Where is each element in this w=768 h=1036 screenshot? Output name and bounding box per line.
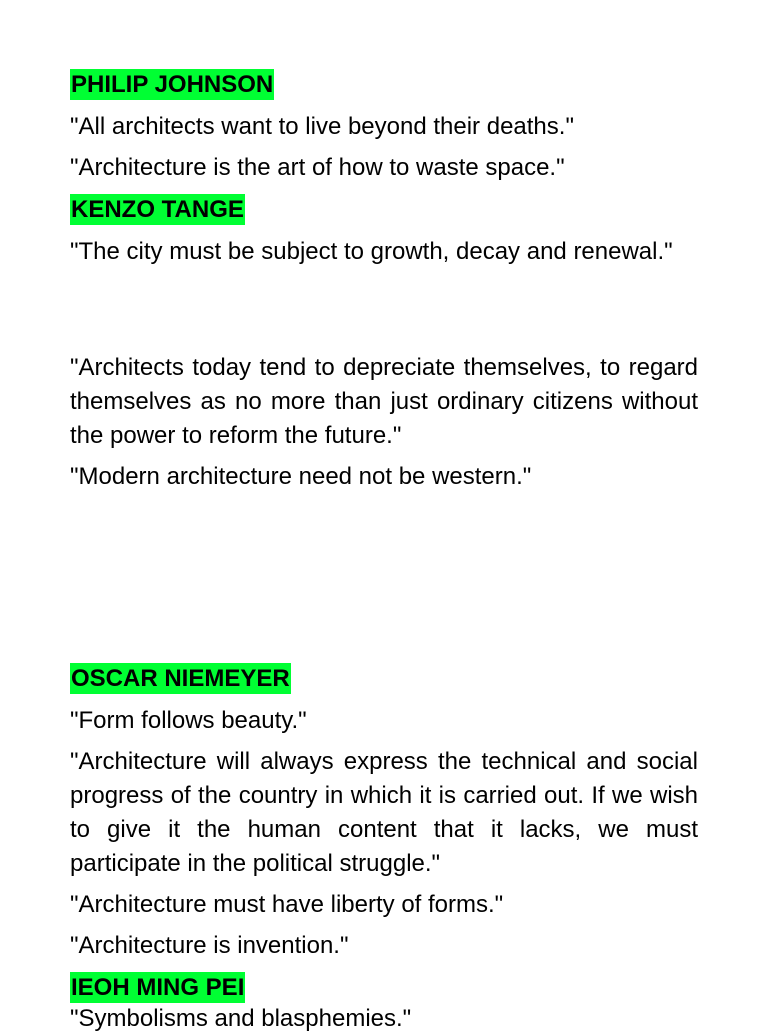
- quote: "Architecture is the art of how to waste space.": [70, 154, 565, 181]
- quote: "Architecture will always express the technical and social progress of the country in which it is carried out. If we wish to give it the human content that it lacks, we must participate in the political struggle.": [70, 748, 698, 877]
- architect-name-oscar-niemeyer: OSCAR NIEMEYER: [71, 665, 290, 692]
- quote: "Form follows beauty.": [70, 707, 307, 734]
- architect-name-philip-johnson: PHILIP JOHNSON: [71, 71, 274, 98]
- quote: "Architecture must have liberty of forms.": [70, 891, 504, 918]
- quote: "Architecture is invention.": [70, 932, 349, 959]
- quote-partial: [70, 1005, 698, 1032]
- architect-name-kenzo-tange: KENZO TANGE: [71, 196, 244, 223]
- architect-name-ieoh-ming-pei: IEOH MING PEI: [71, 974, 245, 1001]
- quote: "The city must be subject to growth, decay and renewal.": [70, 238, 673, 265]
- quote: "Symbolisms and blasphemies.": [70, 1005, 412, 1032]
- quote: "Modern architecture need not be western.": [70, 463, 532, 490]
- quote: "Architects today tend to depreciate themselves, to regard themselves as no more than just ordinary citizens without the power to reform the future.": [70, 354, 698, 449]
- quote: "All architects want to live beyond their deaths.": [70, 113, 574, 140]
